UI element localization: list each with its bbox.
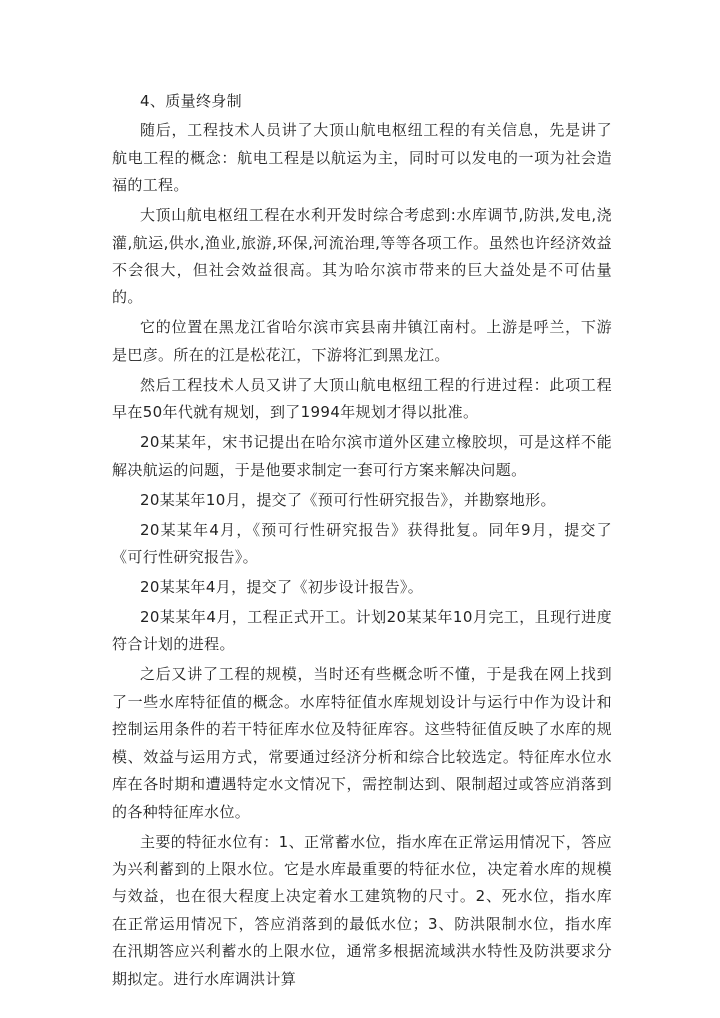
paragraph-location: 它的位置在黑龙江省哈尔滨市宾县南井镇江南村。上游是呼兰，下游是巴彦。所在的江是松花江，下游将汇到黑龙江。 [112, 318, 612, 364]
paragraph-process: 然后工程技术人员又讲了大顶山航电枢纽工程的行进过程：此项工程早在50年代就有规划，到了1994年规划才得以批准。 [112, 375, 612, 422]
paragraph-feasibility: 20某某年4月，《预可行性研究报告》获得批复。同年9月，提交了《可行性研究报告》。 [112, 520, 612, 567]
paragraph-construction: 20某某年4月，工程正式开工。计划20某某年10月完工，且现行进度符合计划的进程。 [112, 608, 612, 654]
paragraph-considerations: 大顶山航电枢纽工程在水利开发时综合考虑到:水库调节,防洪,发电,浇灌,航运,供水,渔业,旅游,环保,河流治理,等等各项工作。虽然也许经济效益不会很大，但社会效益很高。其为哈尔滨市带来的巨大益处是不可估量的。 [112, 206, 612, 307]
paragraph-water-levels: 主要的特征水位有：1、正常蓄水位，指水库在正常运用情况下，答应为兴利蓄到的上限水位。它是水库最重要的特征水位，决定着水库的规模与效益，也在很大程度上决定着水工建筑物的尺寸。2、死水位，指水库在正常运用情况下，答应消落到的最低水位；3、防洪限制水位，指水库在汛期答应兴利蓄水的上限水位，通常多根据流域洪水特性及防洪要求分期拟定。进行水库调洪计算 [112, 832, 612, 988]
paragraph-preliminary-design: 20某某年4月，提交了《初步设计报告》。 [140, 578, 424, 597]
paragraph-rubber-dam: 20某某年，宋书记提出在哈尔滨市道外区建立橡胶坝，可是这样不能解决航运的问题，于是他要求制定一套可行方案来解决问题。 [112, 433, 612, 479]
document-body [112, 88, 612, 996]
paragraph-prefeasibility-submitted: 20某某年10月，提交了《预可行性研究报告》，并勘察地形。 [140, 490, 556, 509]
paragraph-intro: 随后，工程技术人员讲了大顶山航电枢纽工程的有关信息，先是讲了航电工程的概念：航电工程是以航运为主，同时可以发电的一项为社会造福的工程。 [112, 121, 612, 195]
paragraph-scale: 之后又讲了工程的规模，当时还有些概念听不懂，于是我在网上找到了一些水库特征值的概念。水库特征值水库规划设计与运行中作为设计和控制运用条件的若干特征库水位及特征库容。这些特征值反映了水库的规模、效益与运用方式，常要通过经济分析和综合比较选定。特征库水位水库在各时期和遭遇特定水文情况下，需控制达到、限制超过或答应消落到的各种特征库水位。 [112, 665, 612, 821]
section-heading: 4、质量终身制 [140, 92, 242, 110]
